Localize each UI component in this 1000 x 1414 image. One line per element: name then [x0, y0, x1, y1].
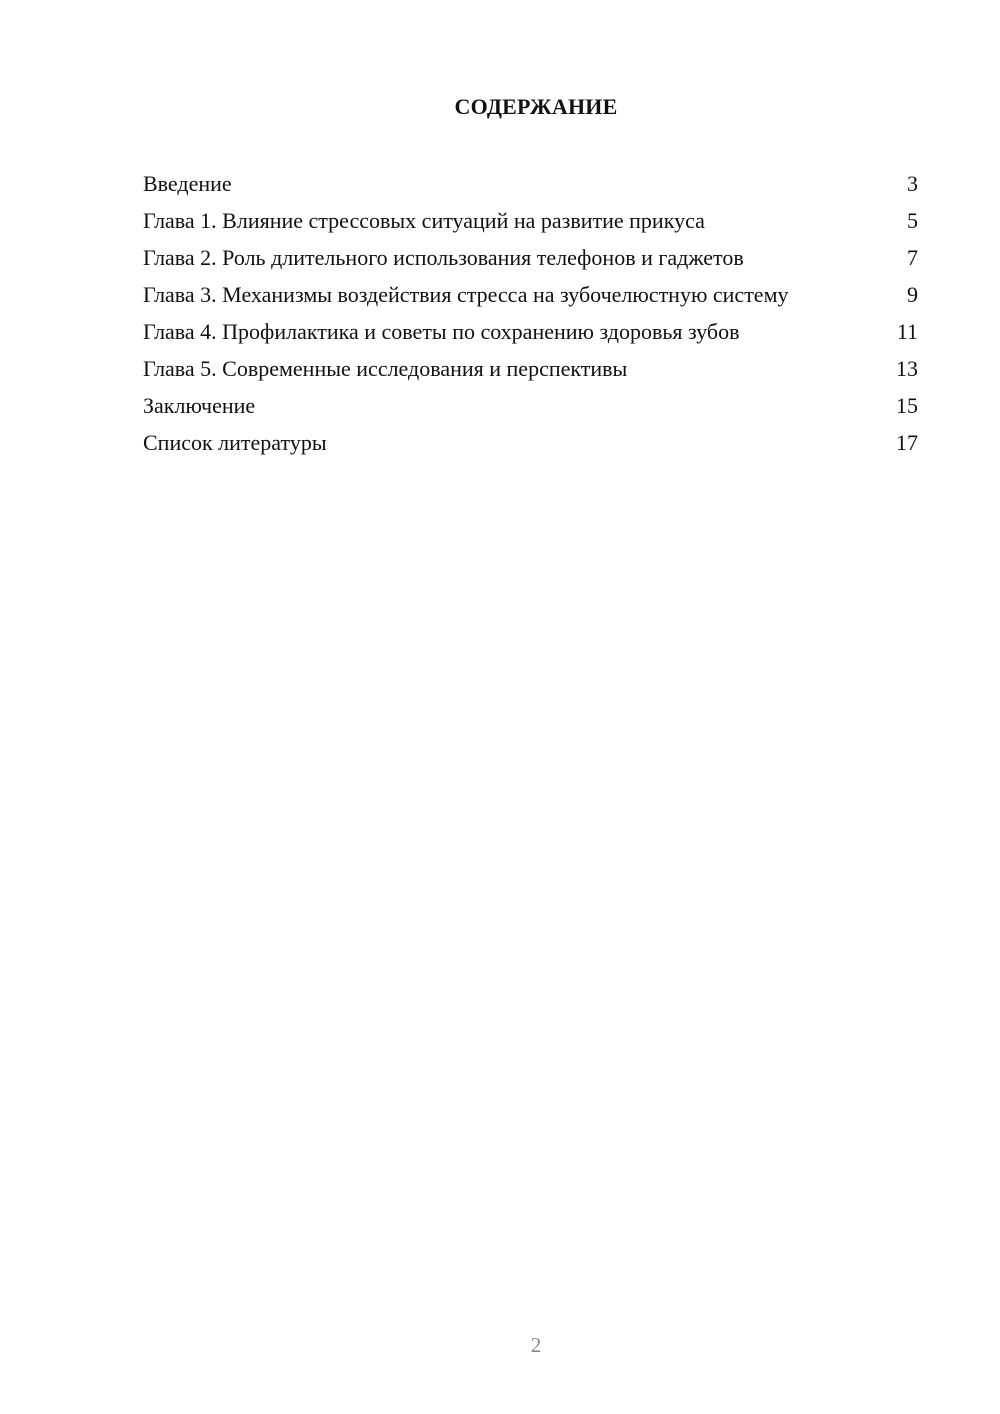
toc-entry-label: Заключение — [143, 393, 256, 418]
page-title: СОДЕРЖАНИЕ — [454, 94, 618, 119]
toc-entry-introduction[interactable] — [143, 170, 918, 197]
toc-entry-page: 5 — [907, 208, 918, 233]
toc-entry-conclusion[interactable] — [143, 392, 918, 419]
toc-entry-references[interactable] — [143, 429, 918, 456]
toc-entry-chapter-3[interactable] — [143, 281, 918, 308]
toc-entry-page: 9 — [907, 282, 918, 307]
toc-entry-chapter-1[interactable] — [143, 207, 918, 234]
toc-entry-chapter-4[interactable] — [143, 318, 918, 345]
toc-entry-page: 3 — [907, 171, 918, 196]
toc-entry-label: Глава 3. Механизмы воздействия стресса на зубочелюстную систему — [143, 282, 789, 307]
toc-entry-label: Глава 5. Современные исследования и перспективы — [143, 356, 628, 381]
table-of-contents — [143, 170, 918, 466]
toc-entry-label: Глава 1. Влияние стрессовых ситуаций на развитие прикуса — [143, 208, 705, 233]
toc-entry-chapter-5[interactable] — [143, 355, 918, 382]
page-number: 2 — [530, 1333, 542, 1357]
toc-entry-page: 13 — [896, 356, 918, 381]
toc-entry-page: 17 — [896, 430, 918, 455]
toc-entry-chapter-2[interactable] — [143, 244, 918, 271]
toc-entry-label: Глава 4. Профилактика и советы по сохранению здоровья зубов — [143, 319, 740, 344]
toc-entry-label: Введение — [143, 171, 232, 196]
toc-entry-label: Список литературы — [143, 430, 327, 455]
toc-entry-page: 15 — [896, 393, 918, 418]
toc-entry-page: 11 — [896, 319, 918, 344]
toc-entry-page: 7 — [907, 245, 918, 270]
toc-entry-label: Глава 2. Роль длительного использования телефонов и гаджетов — [143, 245, 744, 270]
